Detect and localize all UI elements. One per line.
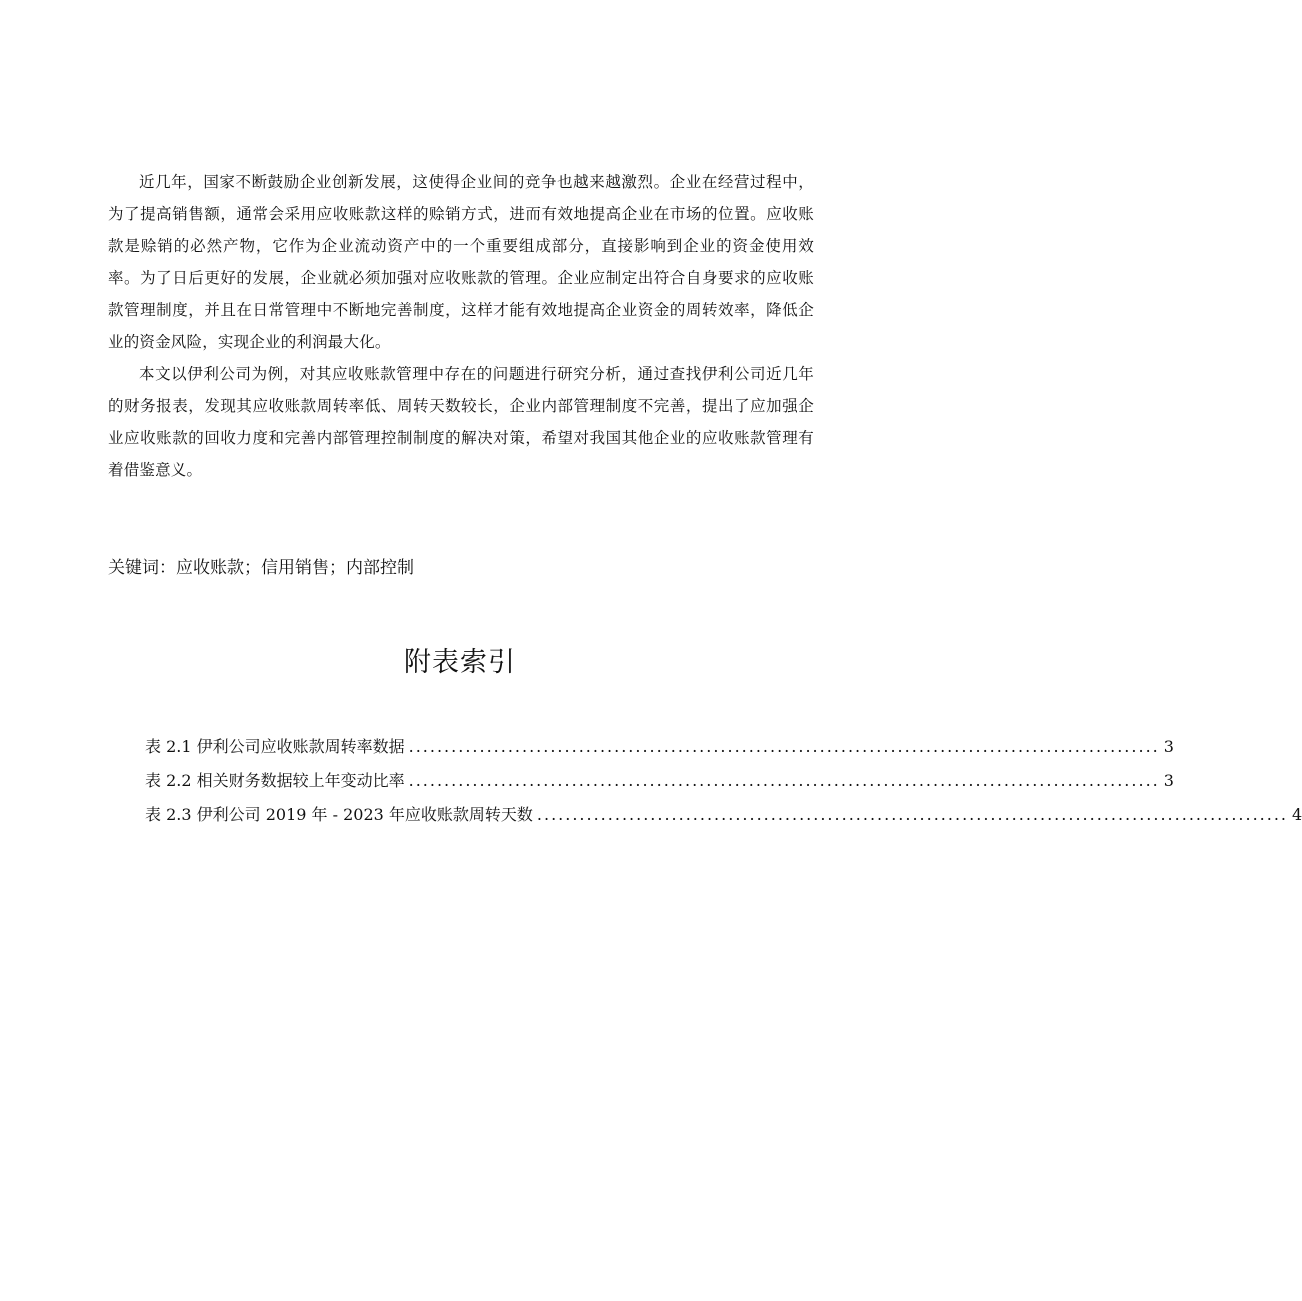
table-index-entry[interactable] bbox=[145, 730, 1174, 764]
abstract-paragraph-1: 近几年，国家不断鼓励企业创新发展，这使得企业间的竞争也越来越激烈。企业在经营过程中，为了提高销售额，通常会采用应收账款这样的赊销方式，进而有效地提高企业在市场的位置。应收账款是赊销的必然产物，它作为企业流动资产中的一个重要组成部分，直接影响到企业的资金使用效率。为了日后更好的发展，企业就必须加强对应收账款的管理。企业应制定出符合自身要求的应收账款管理制度，并且在日常管理中不断地完善制度，这样才能有效地提高企业资金的周转效率，降低企业的资金风险，实现企业的利润最大化。 bbox=[108, 173, 814, 351]
table-index-entry-page: 3 bbox=[1163, 771, 1174, 790]
table-index-entry-label: 表 2.1 伊利公司应收账款周转率数据 bbox=[145, 737, 405, 756]
table-index-entry-page: 4 bbox=[1292, 805, 1302, 824]
table-index-title: 附表索引 bbox=[404, 647, 516, 678]
table-index-entry-page: 3 bbox=[1163, 737, 1174, 756]
table-index-entry[interactable] bbox=[145, 764, 1174, 798]
table-index-entry-label: 表 2.3 伊利公司 2019 年 - 2023 年应收账款周转天数 bbox=[145, 805, 533, 824]
table-index-list bbox=[145, 730, 1302, 832]
table-index-entry[interactable] bbox=[145, 798, 1302, 832]
abstract-section bbox=[108, 166, 814, 486]
keywords-line: 关键词：应收账款；信用销售；内部控制 bbox=[108, 558, 414, 578]
table-index-entry-label: 表 2.2 相关财务数据较上年变动比率 bbox=[145, 771, 405, 790]
dot-leader: .......................................................................................................... bbox=[408, 737, 1160, 756]
dot-leader: .......................................................................................................... bbox=[408, 771, 1160, 790]
dot-leader: .......................................................................................................... bbox=[536, 805, 1289, 824]
abstract-paragraph-2: 本文以伊利公司为例，对其应收账款管理中存在的问题进行研究分析，通过查找伊利公司近几年的财务报表，发现其应收账款周转率低、周转天数较长，企业内部管理制度不完善，提出了应加强企业应收账款的回收力度和完善内部管理控制制度的解决对策，希望对我国其他企业的应收账款管理有着借鉴意义。 bbox=[108, 365, 814, 479]
